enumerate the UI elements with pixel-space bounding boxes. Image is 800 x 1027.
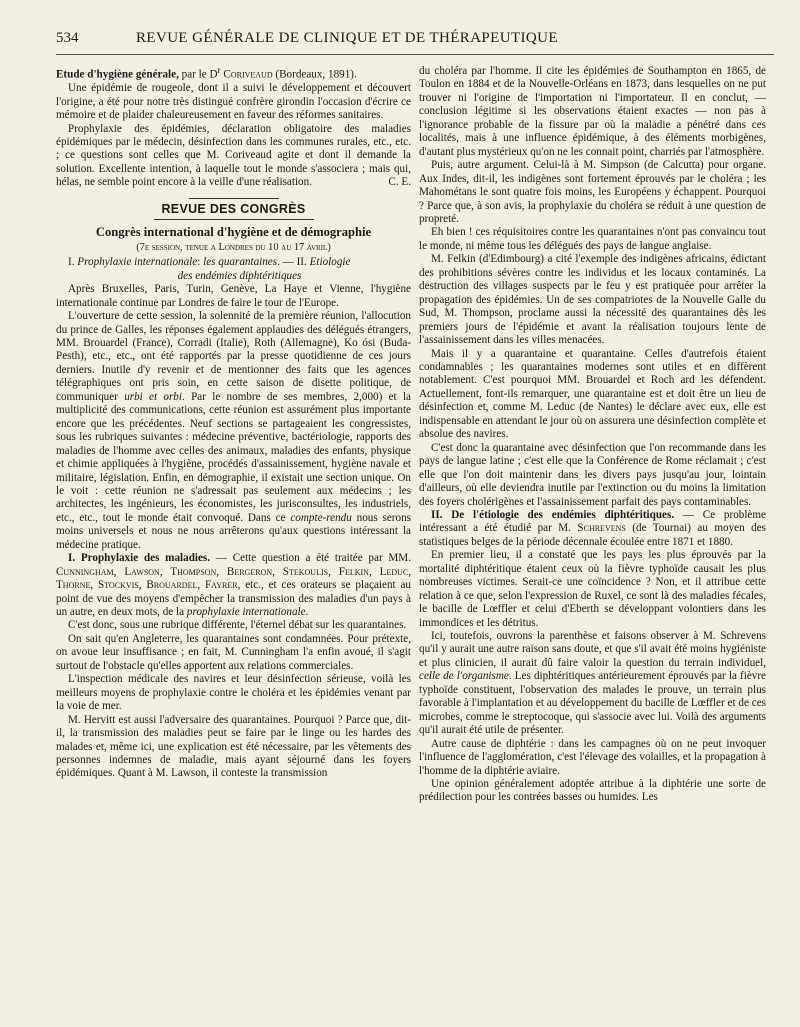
congress-title: Congrès international d'hygiène et de démographie <box>95 225 372 240</box>
body-paragraph: Une opinion généralement adoptée attribue à la diphtérie une sorte de prédilection pour les contrées basses ou humides. Les <box>419 778 766 804</box>
body-paragraph: Après Bruxelles, Paris, Turin, Genève, La Haye et Vienne, l'hygiène internationale continue par Londres de faire le tour de l'Europe. <box>56 283 411 309</box>
text-columns <box>56 65 774 805</box>
review-paragraph: Une épidémie de rougeole, dont il a suivi le développement et découvert l'origine, a été pour notre très distingué confrère girondin l'occasion d'écrire ce mémoire et de plaider chaleureusement en faveur des réformes sanitaires. <box>56 82 411 122</box>
speaker-names: Cunningham, Lawson, Thompson, Bergeron, Stekoulis, Felkin, Leduc, Thorne, Stockvis, Brouardel, Fayrer <box>56 565 411 592</box>
body-paragraph <box>419 509 766 549</box>
body-italic: prophylaxie internationale <box>186 606 306 619</box>
review-author-sup: r <box>217 66 221 76</box>
running-header <box>56 30 774 55</box>
body-text: Ici, toutefois, ouvrons la parenthèse et faisons observer à M. Schrevens qu'il y aurait une autre raison sans doute, et que s'il avait été moins hygiéniste et plus clinicien, il aurait dû faire valoir la question du terrain individuel, <box>419 630 766 669</box>
speaker-name: Schrevens <box>577 522 626 535</box>
body-paragraph: En premier lieu, il a constaté que les pays les plus éprouvés par la mortalité diphtéritique étaient ceux où la fièvre typhoïde causait les plus nombreuses victimes. Serait-ce une coïncidence ? Non, et il attribue cette relation à ce que, selon l'expression de Ruxel, ce sont là des maladies fécales, le bacille de Lœffler et celui d'Eberth se développant volontiers dans les immondices et les détritus. <box>419 549 766 629</box>
body-paragraph <box>419 630 766 738</box>
subsection-heading: I. Prophylaxie des maladies. <box>68 552 211 565</box>
body-paragraph: Mais il y a quarantaine et quarantaine. Celles d'autrefois étaient condamnables ; les quarantaines modernes sont utiles et en diffèrent notablement. C'est pourquoi MM. Brouardel et Roch ard les défendent. Actuellement, font-ils remarquer, une quarantaine est et doit être un lieu de désinfection et, comme M. Leduc (de Nantes) le déclare avec eux, elle est indispensable en attendant le jour où on assurera une désinfection complète et absolue des navires. <box>419 347 766 441</box>
body-italic: celle de l'organisme <box>419 670 509 683</box>
body-text: — Cette question a été traitée par MM. <box>210 552 411 565</box>
journal-title: REVUE GÉNÉRALE DE CLINIQUE ET DE THÉRAPEUTIQUE <box>136 30 558 46</box>
body-paragraph: C'est donc la quarantaine avec désinfection que l'on recommande dans les pays de langue latine ; c'est elle que la Conférence de Rome réclamait ; c'est elle que l'on doit maintenir dans les divers pays jusqu'au jour, lointain d'ailleurs, où elle deviendra inutile par l'extinction ou du moins la limitation des foyers cholérigènes et l'assainissement parfait des pays contaminables. <box>419 441 766 508</box>
body-text: . Les diphtéritiques antérieurement éprouvés par la fièvre typhoïde constituent, l'observation des malades le prouve, un terrain plus favorable à l'implantation et au développement du bacille de Lœffler et de ces microbes, comme le streptocoque, qui s'associe avec lui. Voilà des arguments qu'il aurait été utile de présenter. <box>419 670 766 737</box>
body-text: . <box>305 606 309 619</box>
topics-heading-cont: des endémies diphtéritiques <box>177 269 302 282</box>
body-text: . Par le nombre de ses membres, 2,000) et la multiplicité des communications, cette réunion est assurément plus importante encore que les précédentes. Neuf sections se partageaient les congressistes, sous les rubriques suivantes : médecine préventive, bactériologie, rapports des maladies de l'homme avec celles des animaux, maladies des enfants, physique et chimie appliquées à l'hygiène, procédés d'assainissement, hygiène navale et militaire, législation. Enfin, en démographie, il existait une section unique. On le voit : cette réunion ne s'adressait pas seulement aux médecins ; les architectes, les ingénieurs, les économistes, les jurisconsultes, les industriels, etc., etc., tout le monde était convoqué. Dans ce <box>56 390 411 524</box>
section-divider <box>189 198 279 199</box>
left-column <box>56 65 411 805</box>
body-paragraph: On sait qu'en Angleterre, les quarantaines sont condamnées. Pour prétexte, on avoue leur insuffisance ; en fait, M. Cunningham l'a enfin avoué, il s'agit surtout de l'obstacle qu'elles apportent aux relations commerciales. <box>56 632 411 672</box>
right-column <box>419 65 766 805</box>
section-underline <box>154 219 314 220</box>
review-author-post: (Bordeaux, 1891). <box>272 68 357 81</box>
body-paragraph <box>56 552 411 619</box>
body-paragraph: Eh bien ! ces réquisitoires contre les quarantaines n'ont pas convaincu tout le monde, ni même tous les délégués des pays de langue anglaise. <box>419 226 766 252</box>
review-author-name: Coriveaud <box>220 68 273 81</box>
topics-heading <box>56 256 411 269</box>
body-text: , etc., et ces orateurs se plaçaient au point de vue des moyens d'empêcher la transmission des maladies d'un pays à un autre, en deux mots, de la <box>56 579 412 619</box>
body-paragraph: L'inspection médicale des navires et leur désinfection sérieuse, voilà les meilleurs moyens de prophylaxie contre le choléra et les épidémies venant par la voie de mer. <box>56 673 411 713</box>
review-signature: C. E. <box>388 176 411 189</box>
body-paragraph: Puis, autre argument. Celui-là à M. Simpson (de Calcutta) pour organe. Aux Indes, dit-il, les indigènes sont fortement éprouvés par le choléra ; les Mahométans le sont quatre fois moins, les Européens y échappent. Pourquoi ? Parce que, à son avis, la prophylaxie du choléra se réduit à une question de propreté. <box>419 159 766 225</box>
body-paragraph: M. Hervitt est aussi l'adversaire des quarantaines. Pourquoi ? Parce que, dit-il, la transmission des maladies peut se faire par le linge ou les hardes des malades et, même ici, une explication est été nécessaire, par les vêtements des personnes indemnes de maladie, mais ayant séjourné dans les foyers épidémiques. Quant à M. Lawson, il conteste la transmission <box>56 713 411 780</box>
body-text: nous serons moins universels et nous ne nous arrêterons qu'aux questions intéressant la médecine pratique. <box>56 511 411 551</box>
heading-part: les quarantaines <box>203 256 278 269</box>
heading-label: I. <box>68 256 78 269</box>
heading-part: Prophylaxie internationale <box>77 256 198 269</box>
heading-part: . — II. <box>277 256 310 269</box>
body-text: — Ce problème intéressant a été étudié par M. <box>419 508 766 535</box>
body-text: L'ouverture de cette session, la solennité de la première réunion, l'allocution du prince de Galles, les réponses également applaudies des délégués étrangers, MM. Brouardel (France), Corradi (Italie), Roth (Allemagne), Ko ósi (Buda-Pesth), etc., etc., ont été rapportés par la presse quotidienne de ces jours derniers. Inutile d'y revenir et de mentionner des faits que les agences télégraphiques ont pris soin, en cette saison de disette politique, de communiquer <box>56 310 411 403</box>
body-italic: compte-rendu <box>290 511 352 524</box>
body-paragraph: Autre cause de diphtérie : dans les campagnes où on ne peut invoquer l'influence de l'agglomération, c'est l'élevage des volailles, et la propagation à l'homme de la diphtérie aviaire. <box>419 737 766 777</box>
body-paragraph: M. Felkin (d'Edimbourg) a cité l'exemple des indigènes africains, édictant des prohibitions sévères contre les individus et les locaux contaminés. La destruction des villages suspects par le feu y est pratiquée pour arrêter la propagation des épidémies. Un de ses compatriotes de la Nouvelle Galle du Sud, M. Thompson, proclame aussi la nécessité des quarantaines dès les premiers jours de l'épidémie et avant la réalisation toujours lente de l'assainissement dans les villes menacées. <box>419 253 766 347</box>
heading-part: Etiologie <box>309 256 351 269</box>
review-text: Prophylaxie des épidémies, déclaration obligatoire des maladies épidémiques par le médecin, désinfection dans les communes rurales, etc., etc. ; ce questions sont celles que M. Coriveaud agite et dont il demande la solution. Excellente intention, à laquelle tout le monde s'associera ; mais qui, hélas, ne semble point encore à la veille d'une réalisation. <box>56 122 411 189</box>
body-text: (de Tournai) au moyen des statistiques belges de la période décennale écoulée entre 1871 et 1880. <box>419 522 766 548</box>
review-paragraph <box>56 123 411 190</box>
review-citation <box>56 65 411 82</box>
section-title: REVUE DES CONGRÈS <box>161 201 306 216</box>
body-paragraph <box>56 310 411 552</box>
page-number: 534 <box>56 30 79 46</box>
body-paragraph: C'est donc, sous une rubrique différente, l'éternel débat sur les quarantaines. <box>68 619 407 632</box>
heading-part: : <box>197 256 204 269</box>
body-paragraph: du choléra par l'homme. Il cite les épidémies de Southampton en 1865, de Toulon en 1884 et de la Nouvelle-Orléans en 1873, dans lesquelles on ne put trouver ni l'origine de l'importation ni l'importateur. Il en conclut, — conclusion légitime si les observations étaient exactes — non pas à l'ignorance probable de la fissure par où la maladie a pénétré dans ces localités, mais à une influence épidémique, à des éléments morbigènes, d'autant plus mystérieux qu'on ne les connait point, charriés par l'atmosphère. <box>419 65 766 158</box>
review-author-pre: par le D <box>178 68 218 81</box>
congress-session: (7e session, tenue a Londres du 10 au 17 avril) <box>136 242 331 254</box>
review-title: Etude d'hygiène générale, <box>56 68 179 81</box>
body-italic: urbi et orbi <box>124 390 182 403</box>
subsection-heading: II. De l'étiologie des endémies diphtéritiques. <box>431 508 675 521</box>
